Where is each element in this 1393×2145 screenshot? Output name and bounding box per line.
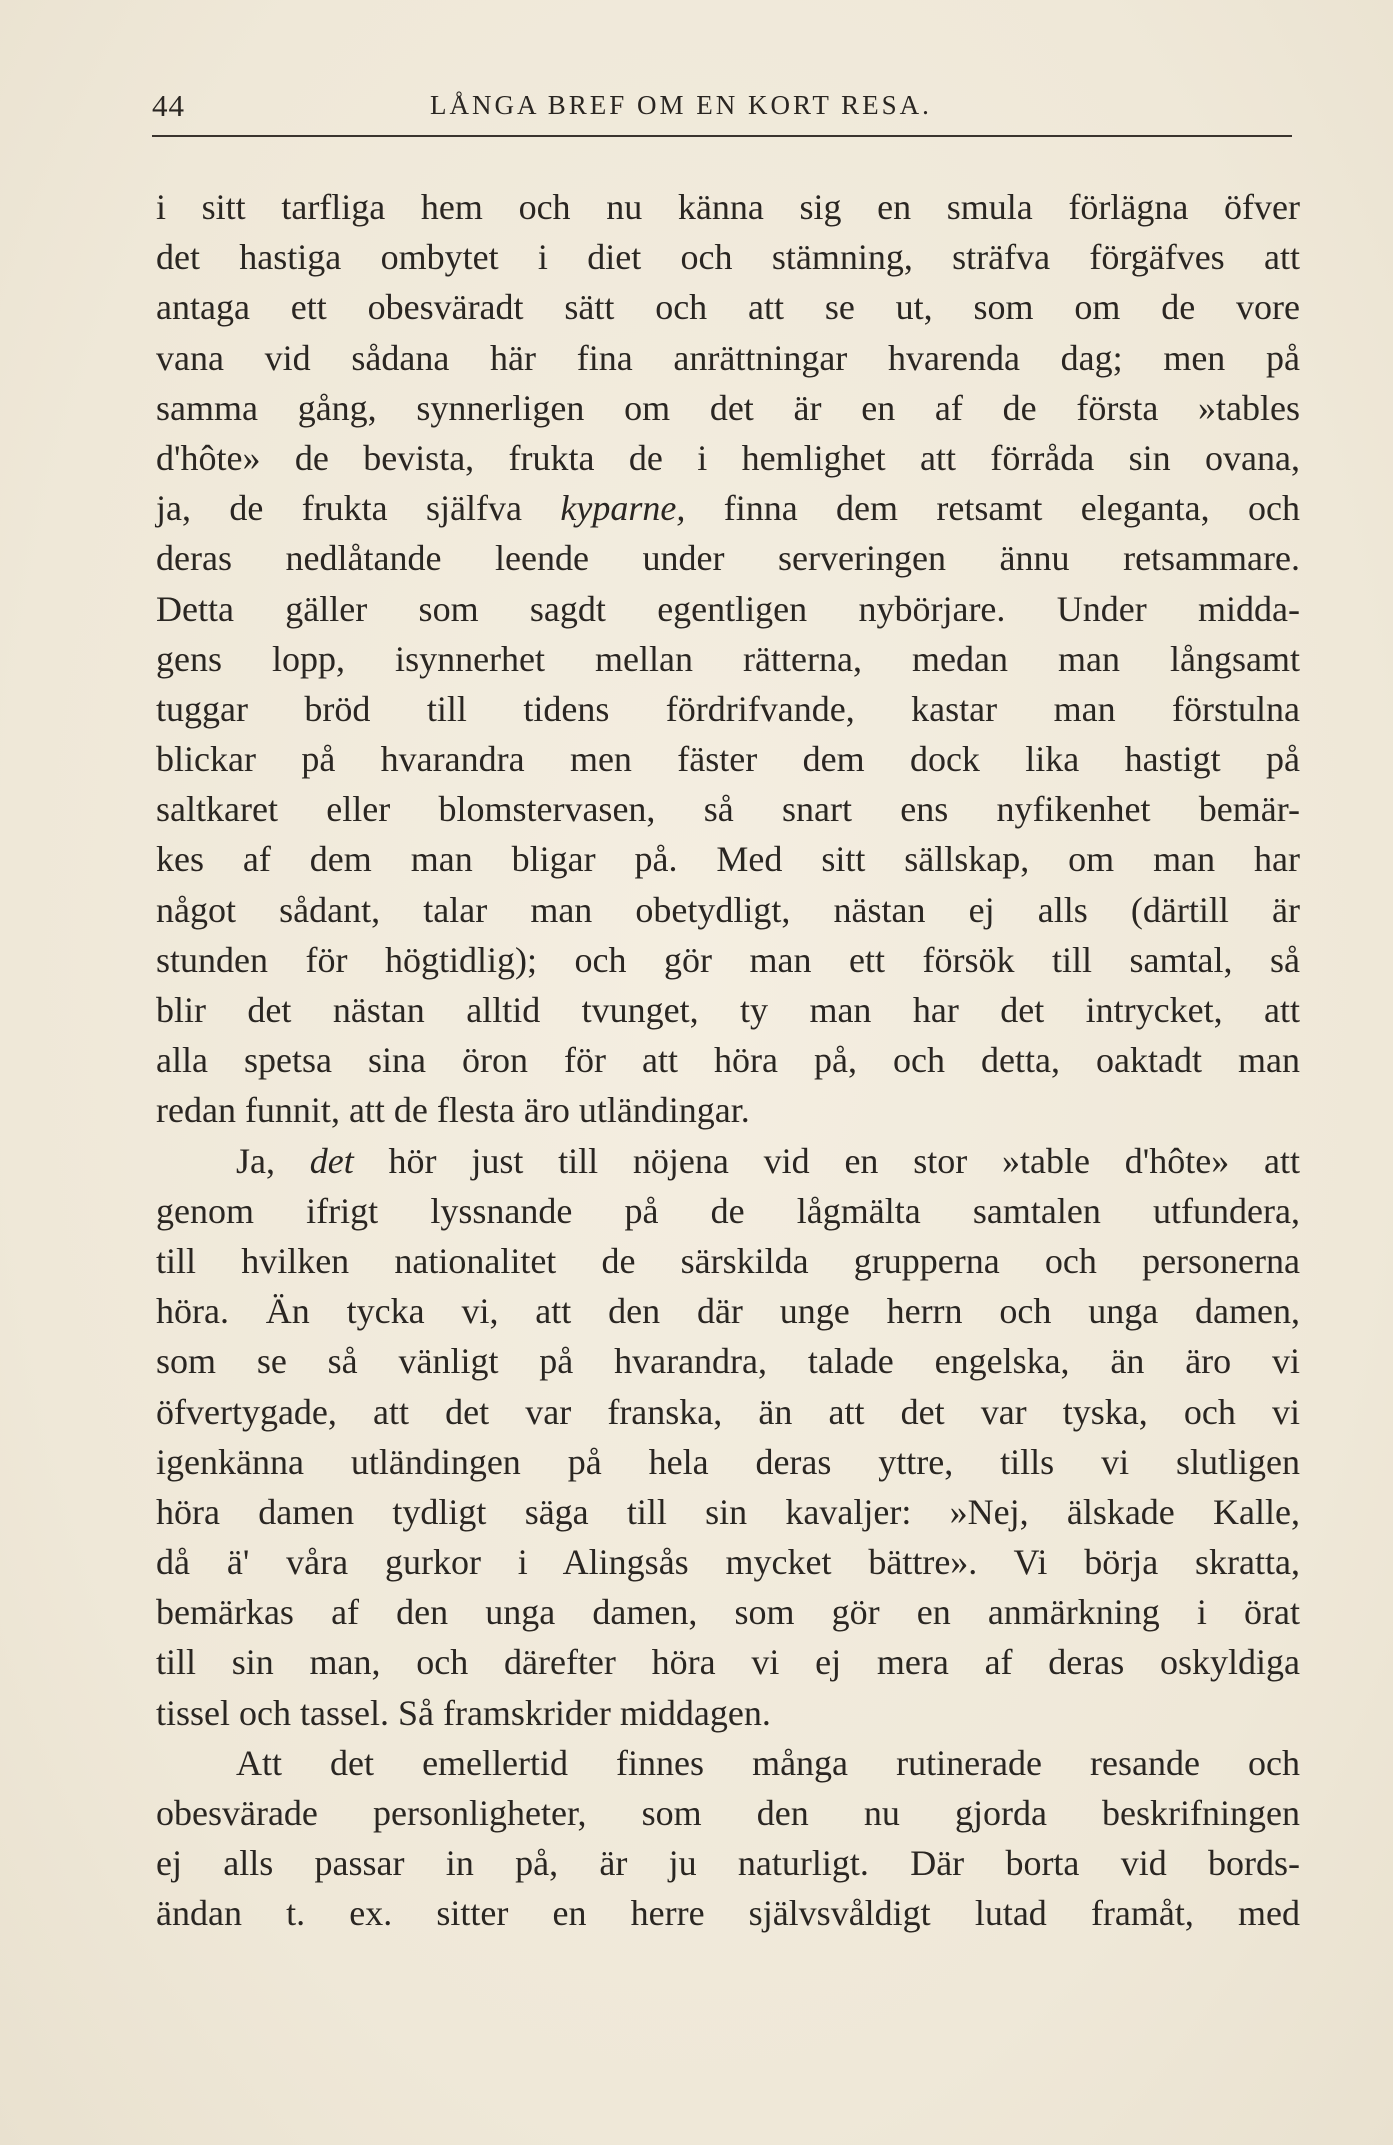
text-line: höra damen tydligt säga till sin kavaljer: »Nej, älskade Kalle, <box>156 1491 1300 1532</box>
text-line: deras nedlåtande leende under serveringen ännu retsammare. <box>156 538 1300 579</box>
text-line: blickar på hvarandra men fäster dem dock lika hastigt på <box>156 739 1300 780</box>
text-line: redan funnit, att de flesta äro utländingar. <box>156 1090 750 1131</box>
text-line: samma gång, synnerligen om det är en af de första »tables <box>156 387 1300 428</box>
text-line: Att det emellertid finnes många rutinerade resande och <box>236 1742 1300 1783</box>
text-line: något sådant, talar man obetydligt, nästan ej alls (därtill är <box>156 889 1300 930</box>
text-line: Detta gäller som sagdt egentligen nybörjare. Under midda- <box>156 588 1300 629</box>
text-line: vana vid sådana här fina anrättningar hvarenda dag; men på <box>156 337 1300 378</box>
text-segment: finna dem retsamt eleganta, och <box>685 488 1301 529</box>
header-rule <box>152 135 1292 137</box>
text-segment: hör just till nöjena vid en stor »table d'hôte» att <box>353 1140 1300 1181</box>
text-line: saltkaret eller blomstervasen, så snart ens nyfikenhet bemär- <box>156 789 1300 830</box>
text-line: igenkänna utländingen på hela deras yttre, tills vi slutligen <box>156 1441 1300 1482</box>
page-number: 44 <box>152 88 185 123</box>
text-line: d'hôte» de bevista, frukta de i hemlighet att förråda sin ovana, <box>156 437 1300 478</box>
text-line: som se så vänligt på hvarandra, talade engelska, än äro vi <box>156 1341 1300 1382</box>
text-line: det hastiga ombytet i diet och stämning, sträfva förgäfves att <box>156 237 1300 278</box>
text-line: kes af dem man bligar på. Med sitt sällskap, om man har <box>156 839 1300 880</box>
text-segment: Ja, <box>236 1140 310 1181</box>
text-line <box>156 483 1300 533</box>
text-line: höra. Än tycka vi, att den där unge herrn och unga damen, <box>156 1291 1300 1332</box>
text-line: gens lopp, isynnerhet mellan rätterna, medan man långsamt <box>156 638 1300 679</box>
text-line: i sitt tarfliga hem och nu känna sig en smula förlägna öfver <box>156 187 1300 227</box>
text-line: genom ifrigt lyssnande på de lågmälta samtalen utfundera, <box>156 1190 1300 1231</box>
text-line: bemärkas af den unga damen, som gör en anmärkning i örat <box>156 1592 1300 1633</box>
text-line: stunden för högtidlig); och gör man ett försök till samtal, så <box>156 939 1300 980</box>
page-header <box>152 88 1292 128</box>
text-line: då ä' våra gurkor i Alingsås mycket bättre». Vi börja skratta, <box>156 1542 1300 1583</box>
text-line: till hvilken nationalitet de särskilda grupperna och personerna <box>156 1240 1300 1281</box>
text-line: till sin man, och därefter höra vi ej mera af deras oskyldiga <box>156 1642 1300 1683</box>
italic-word: kyparne, <box>560 488 686 529</box>
text-line: öfvertygade, att det var franska, än att det var tyska, och vi <box>156 1391 1300 1432</box>
text-segment: ja, de frukta själfva <box>156 488 561 529</box>
running-title: LÅNGA BREF OM EN KORT RESA. <box>430 90 932 120</box>
text-line: alla spetsa sina öron för att höra på, och detta, oaktadt man <box>156 1040 1300 1081</box>
text-line: tissel och tassel. Så framskrider middagen. <box>156 1692 771 1733</box>
text-line <box>156 1136 1300 1186</box>
text-line: ändan t. ex. sitter en herre självsvåldigt lutad framåt, med <box>156 1893 1300 1934</box>
text-line: ej alls passar in på, är ju naturligt. Där borta vid bords- <box>156 1843 1300 1884</box>
text-line: blir det nästan alltid tvunget, ty man har det intrycket, att <box>156 990 1300 1030</box>
text-line: obesvärade personligheter, som den nu gjorda beskrifningen <box>156 1793 1300 1833</box>
italic-word: det <box>309 1140 354 1181</box>
text-line: tuggar bröd till tidens fördrifvande, kastar man förstulna <box>156 688 1300 729</box>
text-line: antaga ett obesväradt sätt och att se ut, som om de vore <box>156 287 1300 328</box>
body-text <box>156 182 1300 1939</box>
